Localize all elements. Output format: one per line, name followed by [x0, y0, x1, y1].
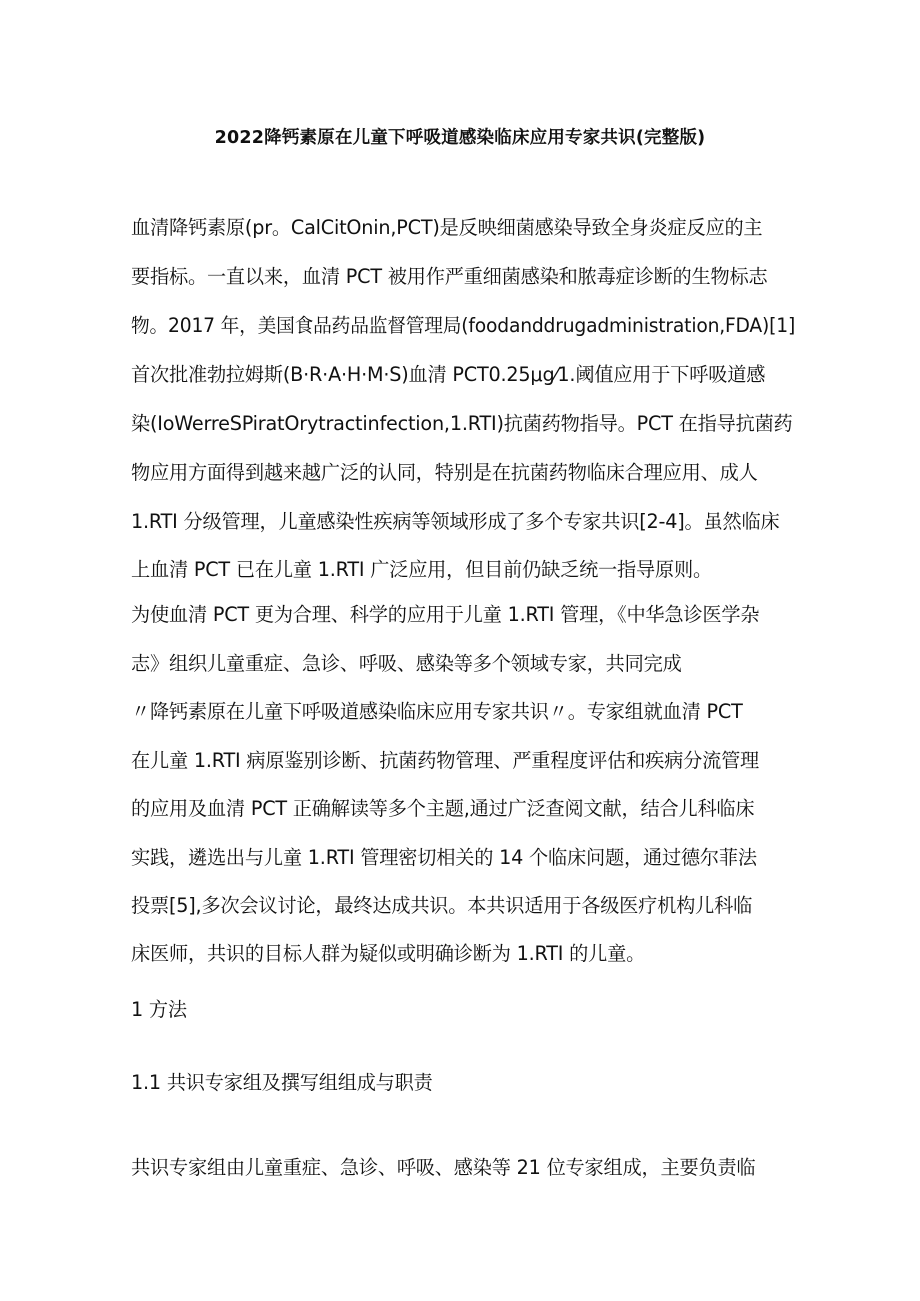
paragraph-2-line-3: 〃降钙素原在儿童下呼吸道感染临床应用专家共识〃。专家组就血清 PCT: [131, 700, 743, 723]
section-1-heading: 1 方法: [131, 998, 187, 1021]
paragraph-1-line-8: 上血清 PCT 已在儿童 1.RTI 广泛应用，但目前仍缺乏统一指导原则。: [131, 558, 712, 581]
document-title: 2022降钙素原在儿童下呼吸道感染临床应用专家共识(完整版): [214, 128, 706, 148]
paragraph-1-line-6: 物应用方面得到越来越广泛的认同，特别是在抗菌药物临床合理应用、成人: [131, 461, 758, 484]
paragraph-1-line-5: 染(IoWerreSPiratOrytractinfection,1.RTI)抗菌药物指导。PCT 在指导抗菌药: [131, 412, 793, 435]
paragraph-1-line-1: 血清降钙素原(pr。CalCitOnin,PCT)是反映细菌感染导致全身炎症反应的主: [131, 216, 763, 239]
paragraph-2-line-7: 投票[5],多次会议讨论，最终达成共识。本共识适用于各级医疗机构儿科临: [131, 894, 753, 917]
paragraph-2-line-2: 志》组织儿童重症、急诊、呼吸、感染等多个领域专家，共同完成: [131, 652, 682, 675]
paragraph-1-line-7: 1.RTI 分级管理，儿童感染性疾病等领域形成了多个专家共识[2-4]。虽然临床: [131, 510, 780, 533]
section-1-1-heading: 1.1 共识专家组及撰写组组成与职责: [131, 1071, 433, 1094]
paragraph-1-line-4: 首次批准勃拉姆斯(B·R·A·H·M·S)血清 PCT0.25μg⁄1.阈值应用于下呼吸道感: [131, 363, 766, 386]
paragraph-2-line-1: 为使血清 PCT 更为合理、科学的应用于儿童 1.RTI 管理，《中华急诊医学杂: [131, 603, 760, 626]
paragraph-2-line-5: 的应用及血清 PCT 正确解读等多个主题,通过广泛查阅文献，结合儿科临床: [131, 797, 755, 820]
paragraph-2-line-4: 在儿童 1.RTI 病原鉴别诊断、抗菌药物管理、严重程度评估和疾病分流管理: [131, 749, 760, 772]
paragraph-2-line-6: 实践，遴选出与儿童 1.RTI 管理密切相关的 14 个临床问题，通过德尔菲法: [131, 846, 757, 869]
paragraph-3-line-1: 共识专家组由儿童重症、急诊、呼吸、感染等 21 位专家组成，主要负责临: [131, 1156, 756, 1179]
paragraph-1-line-3: 物。2017 年，美国食品药品监督管理局(foodanddrugadministration,FDA)[1]: [131, 314, 796, 337]
paragraph-2-line-8: 床医师，共识的目标人群为疑似或明确诊断为 1.RTI 的儿童。: [131, 942, 646, 965]
paragraph-1-line-2: 要指标。一直以来，血清 PCT 被用作严重细菌感染和脓毒症诊断的生物标志: [131, 265, 768, 288]
